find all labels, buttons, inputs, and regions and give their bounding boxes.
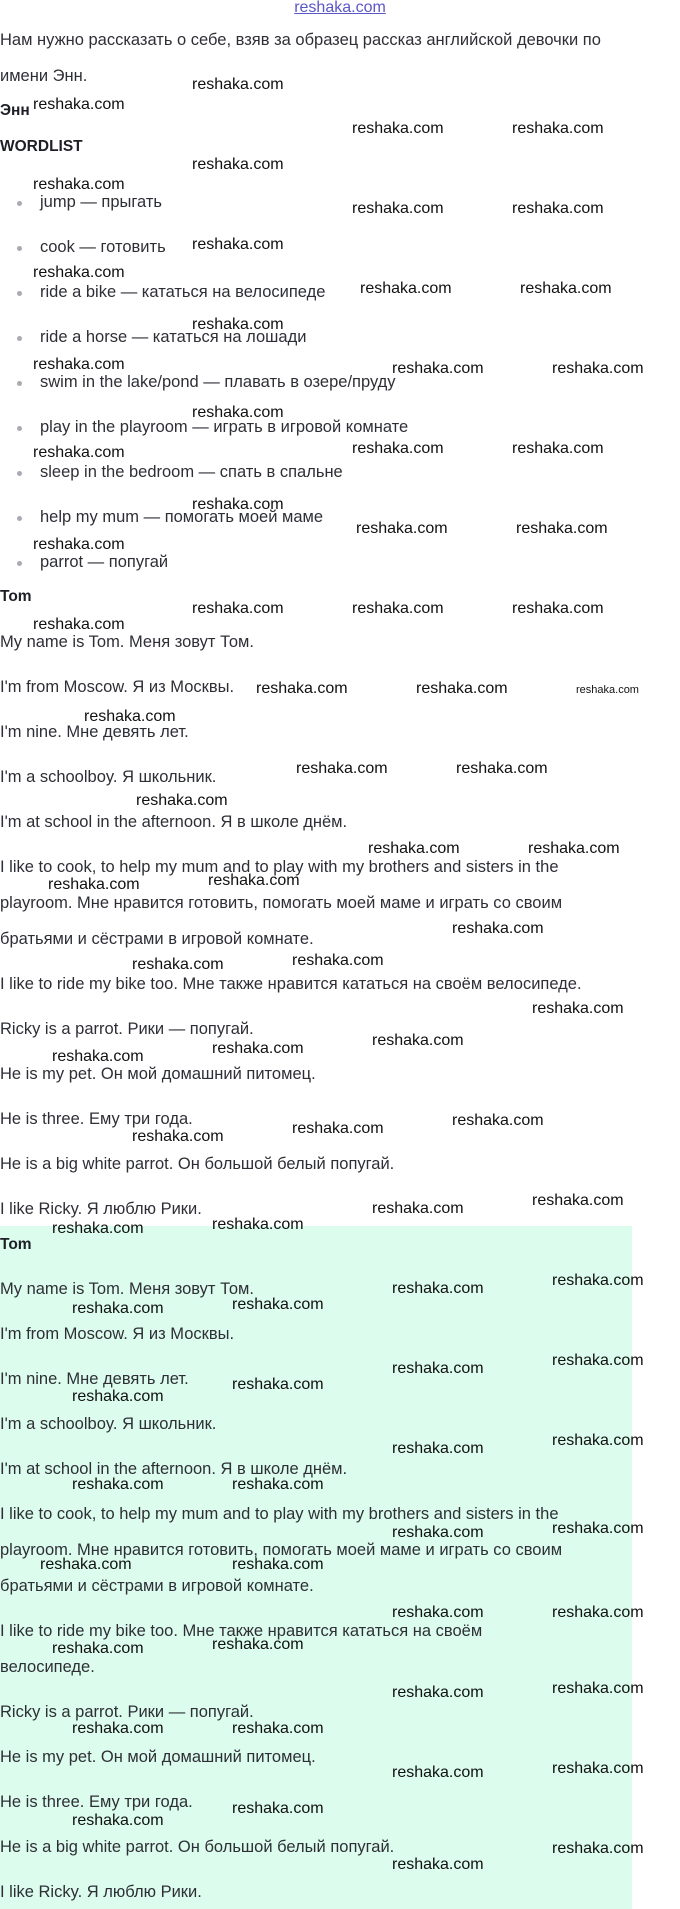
answer-line: I like to cook, to help my mum and to play with my brothers and sisters in the: [0, 1505, 559, 1523]
story-line: Ricky is a parrot. Рики — попугай.: [0, 1020, 254, 1038]
watermark: reshaka.com: [192, 316, 284, 333]
watermark: reshaka.com: [33, 616, 125, 633]
wordlist-item: parrot — попугай: [40, 553, 169, 571]
watermark: reshaka.com: [532, 1000, 624, 1017]
wordlist-item: cook — готовить: [40, 238, 166, 256]
answer-line: He is my pet. Он мой домашний питомец.: [0, 1748, 316, 1766]
watermark: reshaka.com: [232, 1376, 324, 1393]
watermark: reshaka.com: [72, 1720, 164, 1737]
watermark: reshaka.com: [352, 200, 444, 217]
watermark: reshaka.com: [132, 1128, 224, 1145]
watermark: reshaka.com: [392, 1360, 484, 1377]
watermark: reshaka.com: [552, 1432, 644, 1449]
wordlist-item: ride a horse — кататься на лошади: [40, 328, 307, 346]
answer-line: He is a big white parrot. Он большой белый попугай.: [0, 1838, 395, 1856]
watermark: reshaka.com: [372, 1032, 464, 1049]
watermark: reshaka.com: [416, 680, 508, 697]
watermark: reshaka.com: [392, 1764, 484, 1781]
answer-line: I'm a schoolboy. Я школьник.: [0, 1415, 217, 1433]
bullet-icon: [17, 561, 22, 566]
watermark: reshaka.com: [528, 840, 620, 857]
answer-line: I like Ricky. Я люблю Рики.: [0, 1883, 202, 1901]
intro-line: имени Энн.: [0, 67, 88, 85]
watermark: reshaka.com: [212, 1040, 304, 1057]
story-line: I like Ricky. Я люблю Рики.: [0, 1200, 202, 1218]
watermark: reshaka.com: [576, 684, 639, 696]
watermark: reshaka.com: [192, 404, 284, 421]
watermark: reshaka.com: [256, 680, 348, 697]
watermark: reshaka.com: [40, 1556, 132, 1573]
watermark: reshaka.com: [456, 760, 548, 777]
watermark: reshaka.com: [532, 1192, 624, 1209]
story-line: I like to ride my bike too. Мне также нравится кататься на своём велосипеде.: [0, 975, 582, 993]
answer-line: I'm nine. Мне девять лет.: [0, 1370, 189, 1388]
answer-line: велосипеде.: [0, 1658, 95, 1676]
watermark: reshaka.com: [52, 1640, 144, 1657]
answer-line: playroom. Мне нравится готовить, помогать моей маме и играть со своим: [0, 1541, 563, 1559]
watermark: reshaka.com: [360, 280, 452, 297]
answer-line: My name is Tom. Меня зовут Том.: [0, 1280, 254, 1298]
watermark: reshaka.com: [552, 1520, 644, 1537]
watermark: reshaka.com: [33, 264, 125, 281]
watermark: reshaka.com: [136, 792, 228, 809]
answer-line: I'm from Moscow. Я из Москвы.: [0, 1325, 235, 1343]
story-line: He is a big white parrot. Он большой белый попугай.: [0, 1155, 395, 1173]
watermark: reshaka.com: [392, 1280, 484, 1297]
ann-heading: Энн: [0, 102, 30, 119]
watermark: reshaka.com: [192, 600, 284, 617]
bullet-icon: [17, 426, 22, 431]
story-line: I'm a schoolboy. Я школьник.: [0, 768, 217, 786]
answer-heading: Tom: [0, 1236, 32, 1253]
bullet-icon: [17, 246, 22, 251]
watermark: reshaka.com: [192, 76, 284, 93]
answer-line: I'm at school in the afternoon. Я в школе днём.: [0, 1460, 348, 1478]
bullet-icon: [17, 201, 22, 206]
watermark: reshaka.com: [512, 600, 604, 617]
watermark: reshaka.com: [392, 1524, 484, 1541]
story-line: братьями и сёстрами в игровой комнате.: [0, 930, 314, 948]
wordlist-item: sleep in the bedroom — спать в спальне: [40, 463, 343, 481]
wordlist-item: play in the playroom — играть в игровой комнате: [40, 418, 409, 436]
watermark: reshaka.com: [84, 708, 176, 725]
wordlist-item: ride a bike — кататься на велосипеде: [40, 283, 326, 301]
watermark: reshaka.com: [452, 920, 544, 937]
watermark: reshaka.com: [552, 1272, 644, 1289]
watermark: reshaka.com: [452, 1112, 544, 1129]
watermark: reshaka.com: [512, 120, 604, 137]
watermark: reshaka.com: [292, 1120, 384, 1137]
answer-line: He is three. Ему три года.: [0, 1793, 193, 1811]
watermark: reshaka.com: [392, 1604, 484, 1621]
watermark: reshaka.com: [392, 1856, 484, 1873]
watermark: reshaka.com: [512, 200, 604, 217]
watermark: reshaka.com: [552, 1760, 644, 1777]
watermark: reshaka.com: [33, 444, 125, 461]
watermark: reshaka.com: [52, 1220, 144, 1237]
watermark: reshaka.com: [208, 872, 300, 889]
watermark: reshaka.com: [392, 1440, 484, 1457]
story-line: playroom. Мне нравится готовить, помогать моей маме и играть со своим: [0, 894, 563, 912]
watermark: reshaka.com: [516, 520, 608, 537]
watermark: reshaka.com: [132, 956, 224, 973]
answer-line: Ricky is a parrot. Рики — попугай.: [0, 1703, 254, 1721]
story-line: He is three. Ему три года.: [0, 1110, 193, 1128]
bullet-icon: [17, 516, 22, 521]
story-line: I'm from Moscow. Я из Москвы.: [0, 678, 235, 696]
story-line: I'm nine. Мне девять лет.: [0, 723, 189, 741]
watermark: reshaka.com: [48, 876, 140, 893]
watermark: reshaka.com: [192, 156, 284, 173]
watermark: reshaka.com: [232, 1476, 324, 1493]
site-link[interactable]: reshaka.com: [294, 0, 386, 16]
wordlist-item: swim in the lake/pond — плавать в озере/пруду: [40, 373, 396, 391]
watermark: reshaka.com: [552, 1604, 644, 1621]
watermark: reshaka.com: [372, 1200, 464, 1217]
watermark: reshaka.com: [552, 1680, 644, 1697]
watermark: reshaka.com: [192, 236, 284, 253]
watermark: reshaka.com: [512, 440, 604, 457]
story-line: I like to cook, to help my mum and to play with my brothers and sisters in the: [0, 858, 559, 876]
watermark: reshaka.com: [368, 840, 460, 857]
watermark: reshaka.com: [352, 440, 444, 457]
bullet-icon: [17, 471, 22, 476]
watermark: reshaka.com: [72, 1300, 164, 1317]
watermark: reshaka.com: [232, 1720, 324, 1737]
watermark: reshaka.com: [212, 1216, 304, 1233]
wordlist-item: jump — прыгать: [40, 193, 163, 211]
watermark: reshaka.com: [292, 952, 384, 969]
watermark: reshaka.com: [296, 760, 388, 777]
watermark: reshaka.com: [232, 1556, 324, 1573]
watermark: reshaka.com: [72, 1476, 164, 1493]
watermark: reshaka.com: [356, 520, 448, 537]
watermark: reshaka.com: [552, 360, 644, 377]
story-line: I'm at school in the afternoon. Я в школе днём.: [0, 813, 348, 831]
answer-line: братьями и сёстрами в игровой комнате.: [0, 1577, 314, 1595]
watermark: reshaka.com: [52, 1048, 144, 1065]
intro-line: Нам нужно рассказать о себе, взяв за образец рассказ английской девочки по: [0, 31, 601, 49]
watermark: reshaka.com: [552, 1840, 644, 1857]
wordlist-item: help my mum — помогать моей маме: [40, 508, 324, 526]
story-line: He is my pet. Он мой домашний питомец.: [0, 1065, 316, 1083]
watermark: reshaka.com: [72, 1388, 164, 1405]
watermark: reshaka.com: [232, 1296, 324, 1313]
watermark: reshaka.com: [33, 96, 125, 113]
bullet-icon: [17, 336, 22, 341]
watermark: reshaka.com: [352, 120, 444, 137]
watermark: reshaka.com: [33, 356, 125, 373]
watermark: reshaka.com: [232, 1800, 324, 1817]
answer-line: I like to ride my bike too. Мне также нравится кататься на своём: [0, 1622, 483, 1640]
watermark: reshaka.com: [192, 496, 284, 513]
watermark: reshaka.com: [33, 536, 125, 553]
watermark: reshaka.com: [212, 1636, 304, 1653]
wordlist-heading: WORDLIST: [0, 138, 83, 155]
story-heading: Tom: [0, 588, 32, 605]
watermark: reshaka.com: [72, 1812, 164, 1829]
story-line: My name is Tom. Меня зовут Том.: [0, 633, 254, 651]
watermark: reshaka.com: [33, 176, 125, 193]
bullet-icon: [17, 291, 22, 296]
watermark: reshaka.com: [552, 1352, 644, 1369]
bullet-icon: [17, 381, 22, 386]
watermark: reshaka.com: [392, 1684, 484, 1701]
watermark: reshaka.com: [352, 600, 444, 617]
watermark: reshaka.com: [520, 280, 612, 297]
watermark: reshaka.com: [392, 360, 484, 377]
